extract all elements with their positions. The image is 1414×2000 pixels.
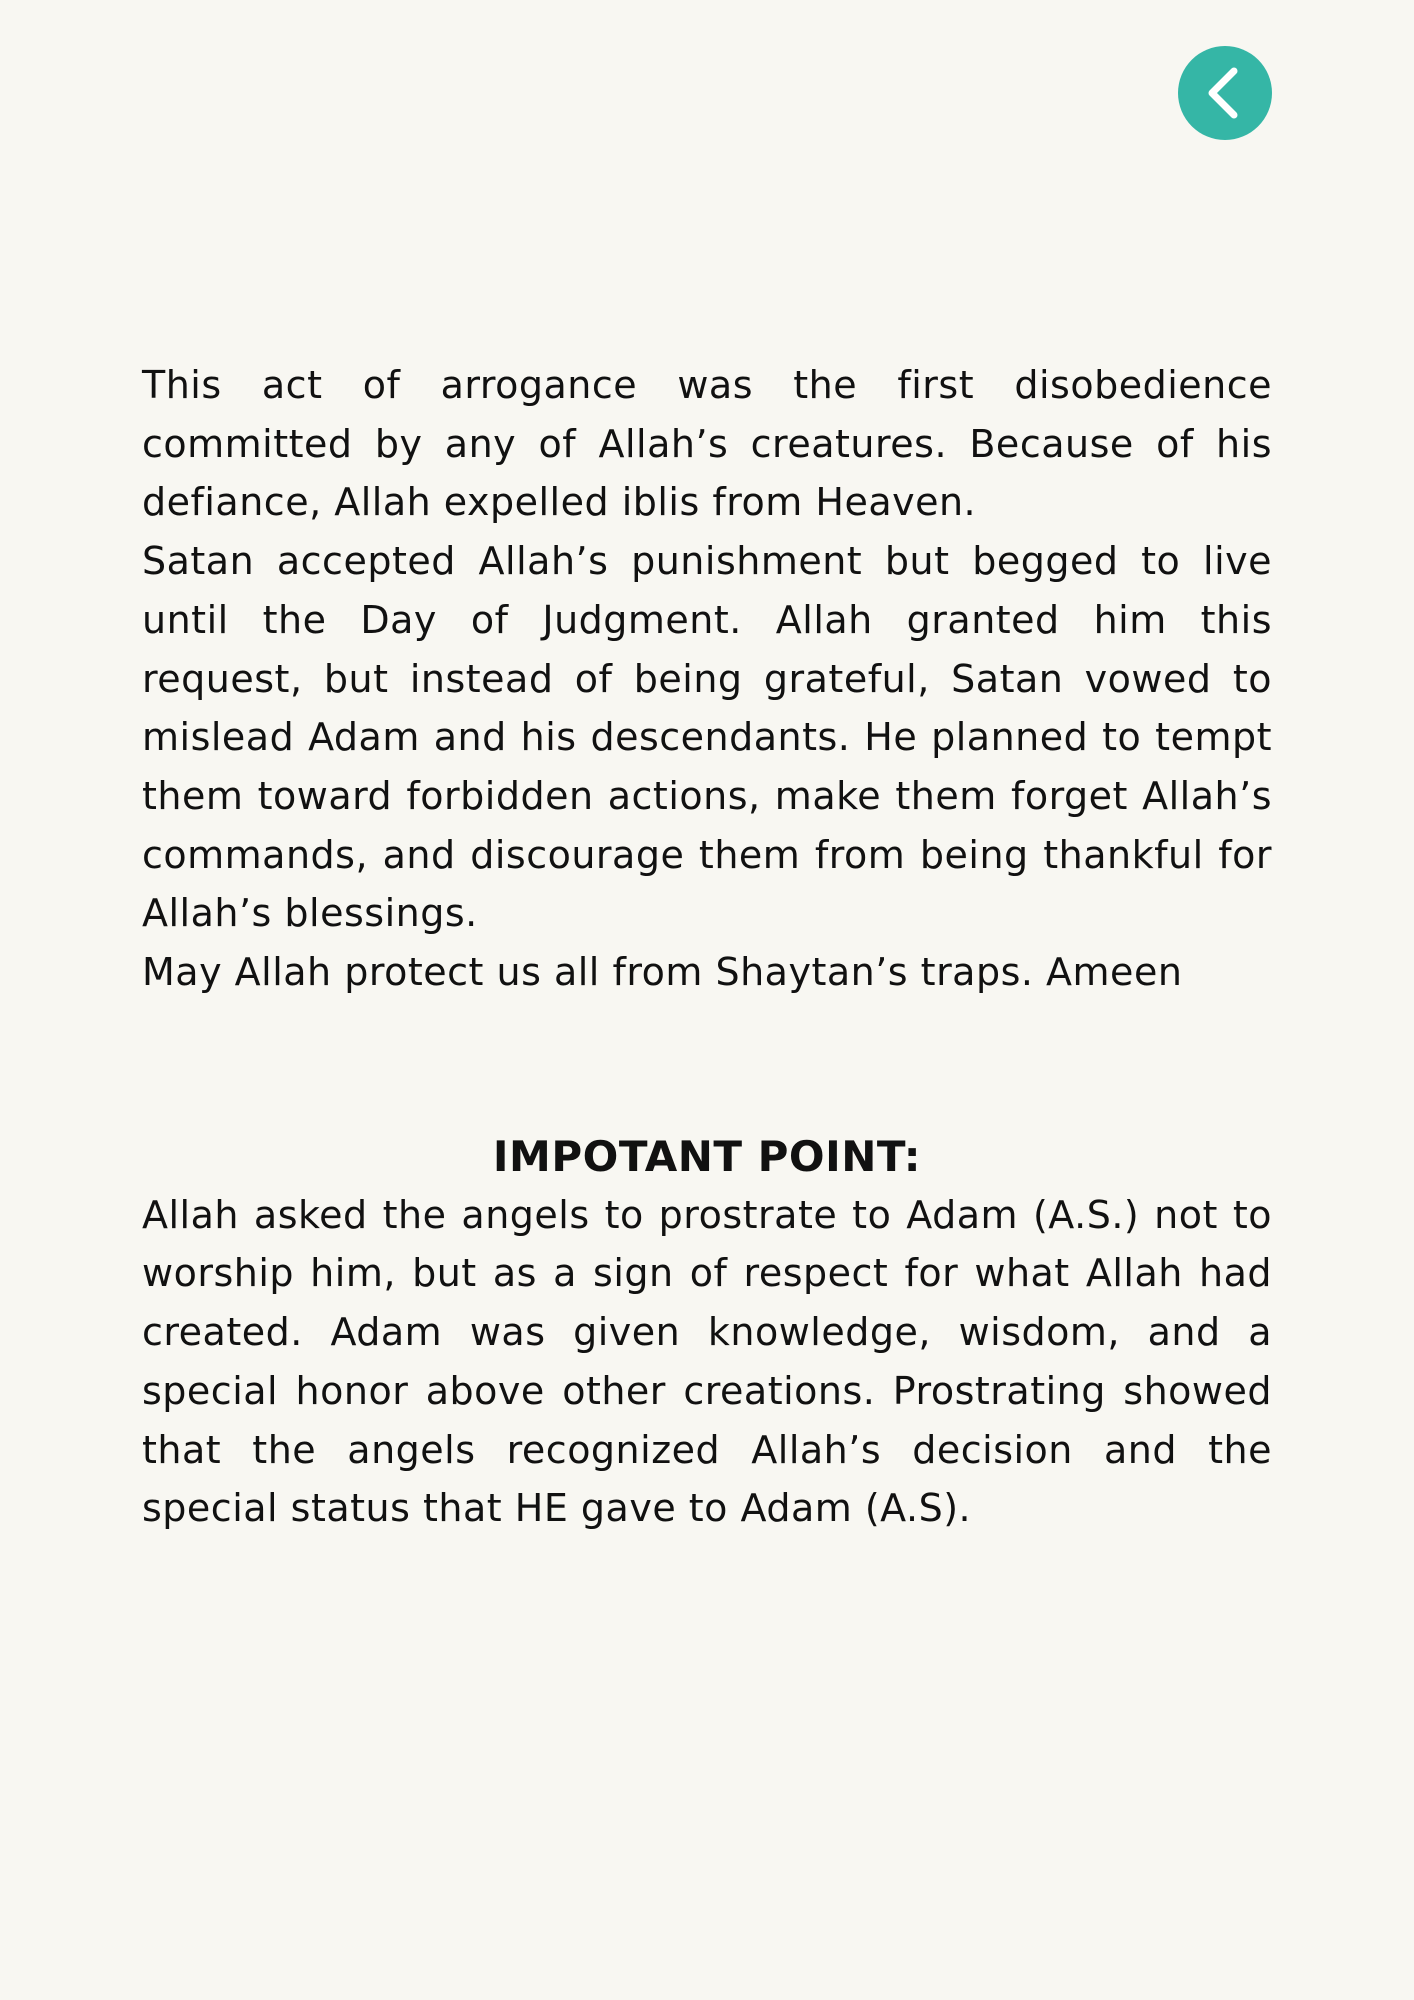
important-point-heading: IMPOTANT POINT: [492,1131,922,1181]
paragraph-satan-vow: Satan accepted Allah’s punishment but begged to live until the Day of Judgment. Allah granted him this request, but instead of being grateful, Satan vowed to mislead Adam and his descendants. He planned to tempt them toward forbidden actions, make them forget Allah’s commands, and discourage them from being thankful for Allah’s blessings. [142,539,1272,936]
paragraph-iblis-expelled: This act of arrogance was the first disobedience committed by any of Allah’s creatures. Because of his defiance, Allah expelled iblis from Heaven. [142,363,1272,525]
main-content [142,356,1272,1538]
important-point-body: Allah asked the angels to prostrate to Adam (A.S.) not to worship him, but as a sign of respect for what Allah had created. Adam was given knowledge, wisdom, and a special honor above other creations. Prostrating showed that the angels recognized Allah’s decision and the special status that HE gave to Adam (A.S). [142,1192,1272,1531]
section-spacer [142,1002,1272,1128]
back-button[interactable] [1178,46,1272,140]
paragraph-dua: May Allah protect us all from Shaytan’s traps. Ameen [142,950,1183,995]
chevron-left-icon [1200,63,1250,123]
